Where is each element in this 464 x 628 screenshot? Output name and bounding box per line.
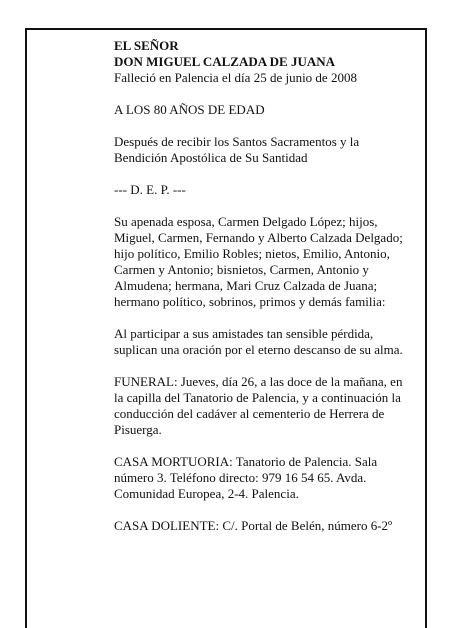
family-line: Su apenada esposa, Carmen Delgado López; hijos, (114, 214, 378, 229)
death-date-line: Falleció en Palencia el día 25 de junio de 2008 (114, 70, 357, 85)
family-line: hijo político, Emilio Robles; nietos, Emilio, Antonio, (114, 246, 390, 261)
sacraments-line: Bendición Apostólica de Su Santidad (114, 150, 308, 165)
funeral-line: la capilla del Tanatorio de Palencia, y a continuación la (114, 390, 401, 405)
casa-mortuoria-line: Comunidad Europea, 2-4. Palencia. (114, 486, 299, 501)
title-line-1: EL SEÑOR (114, 38, 179, 53)
family-line: Almudena; hermana, Mari Cruz Calzada de Juana; (114, 278, 378, 293)
request-line: suplican una oración por el eterno descanso de su alma. (114, 342, 403, 357)
family-line: Carmen y Antonio; bisnietos, Carmen, Antonio y (114, 262, 369, 277)
obituary-text (114, 38, 424, 550)
funeral-line: Pisuerga. (114, 422, 162, 437)
funeral-line: FUNERAL: Jueves, día 26, a las doce de la mañana, en (114, 374, 403, 389)
header-block (114, 38, 424, 86)
funeral-paragraph (114, 374, 424, 438)
dep-paragraph (114, 182, 424, 198)
dep-line: --- D. E. P. --- (114, 182, 186, 197)
age-paragraph (114, 102, 424, 118)
funeral-line: conducción del cadáver al cementerio de Herrera de (114, 406, 385, 421)
casa-doliente-line: CASA DOLIENTE: C/. Portal de Belén, número 6-2º (114, 518, 393, 533)
sacraments-paragraph (114, 134, 424, 166)
sacraments-line: Después de recibir los Santos Sacramentos y la (114, 134, 360, 149)
family-paragraph (114, 214, 424, 310)
family-line: Miguel, Carmen, Fernando y Alberto Calzada Delgado; (114, 230, 403, 245)
casa-mortuoria-line: CASA MORTUORIA: Tanatorio de Palencia. Sala (114, 454, 378, 469)
family-line: hermano político, sobrinos, primos y demás familia: (114, 294, 386, 309)
request-line: Al participar a sus amistades tan sensible pérdida, (114, 326, 374, 341)
casa-mortuoria-paragraph (114, 454, 424, 502)
casa-mortuoria-line: número 3. Teléfono directo: 979 16 54 65. Avda. (114, 470, 367, 485)
request-paragraph (114, 326, 424, 358)
title-line-2: DON MIGUEL CALZADA DE JUANA (114, 54, 336, 69)
casa-doliente-paragraph (114, 518, 424, 534)
age-line: A LOS 80 AÑOS DE EDAD (114, 102, 265, 117)
